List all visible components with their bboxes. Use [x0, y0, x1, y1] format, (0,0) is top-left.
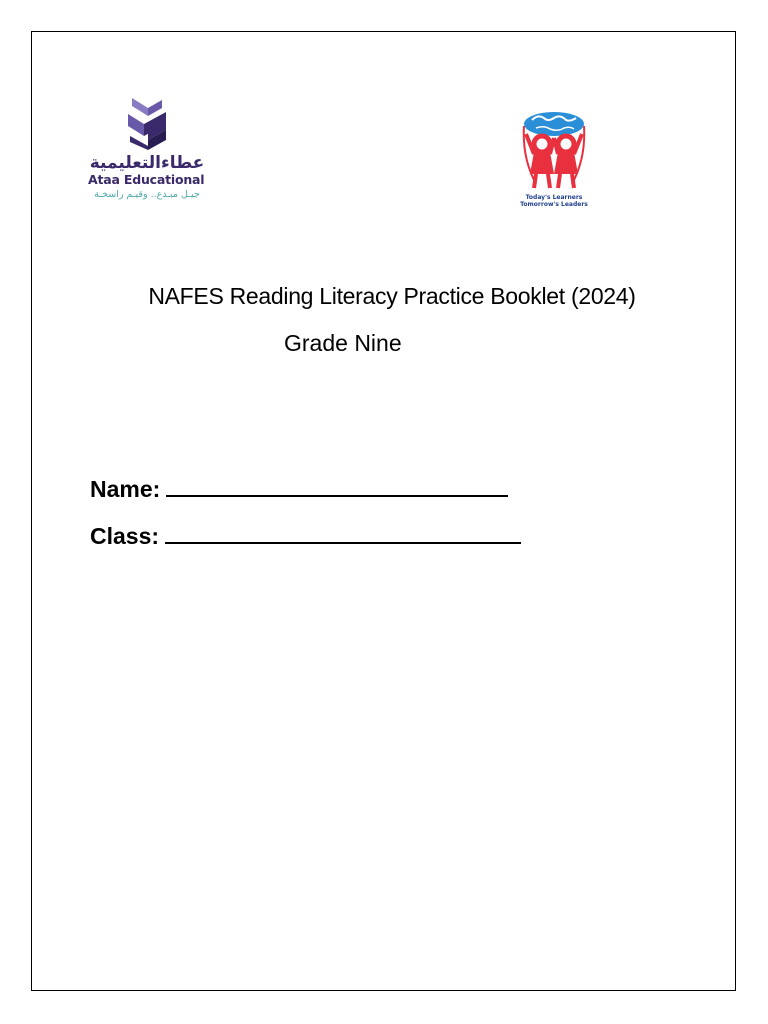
children-globe-emblem-icon — [518, 108, 590, 192]
ataa-s-mark-icon — [122, 96, 172, 152]
class-field — [90, 520, 521, 550]
name-field — [90, 473, 508, 503]
ataa-arabic-name: عطاءالتعليمية — [89, 153, 205, 173]
name-blank-line — [166, 473, 508, 497]
ataa-educational-logo — [88, 96, 210, 210]
ataa-english-name: Ataa Educational — [88, 172, 205, 187]
class-blank-line — [165, 520, 521, 544]
ataa-tagline: جيـل مبـدع.. وقيـم راسخـة — [94, 189, 200, 200]
booklet-title: NAFES Reading Literacy Practice Booklet (2024) — [148, 283, 636, 309]
school-motto-line-2: Tomorrow's Leaders — [520, 201, 588, 208]
class-label: Class: — [90, 523, 160, 549]
grade-level: Grade Nine — [284, 330, 402, 356]
name-label: Name: — [90, 476, 161, 502]
school-logo — [512, 108, 596, 212]
school-motto-line-1: Today's Learners — [525, 194, 583, 201]
